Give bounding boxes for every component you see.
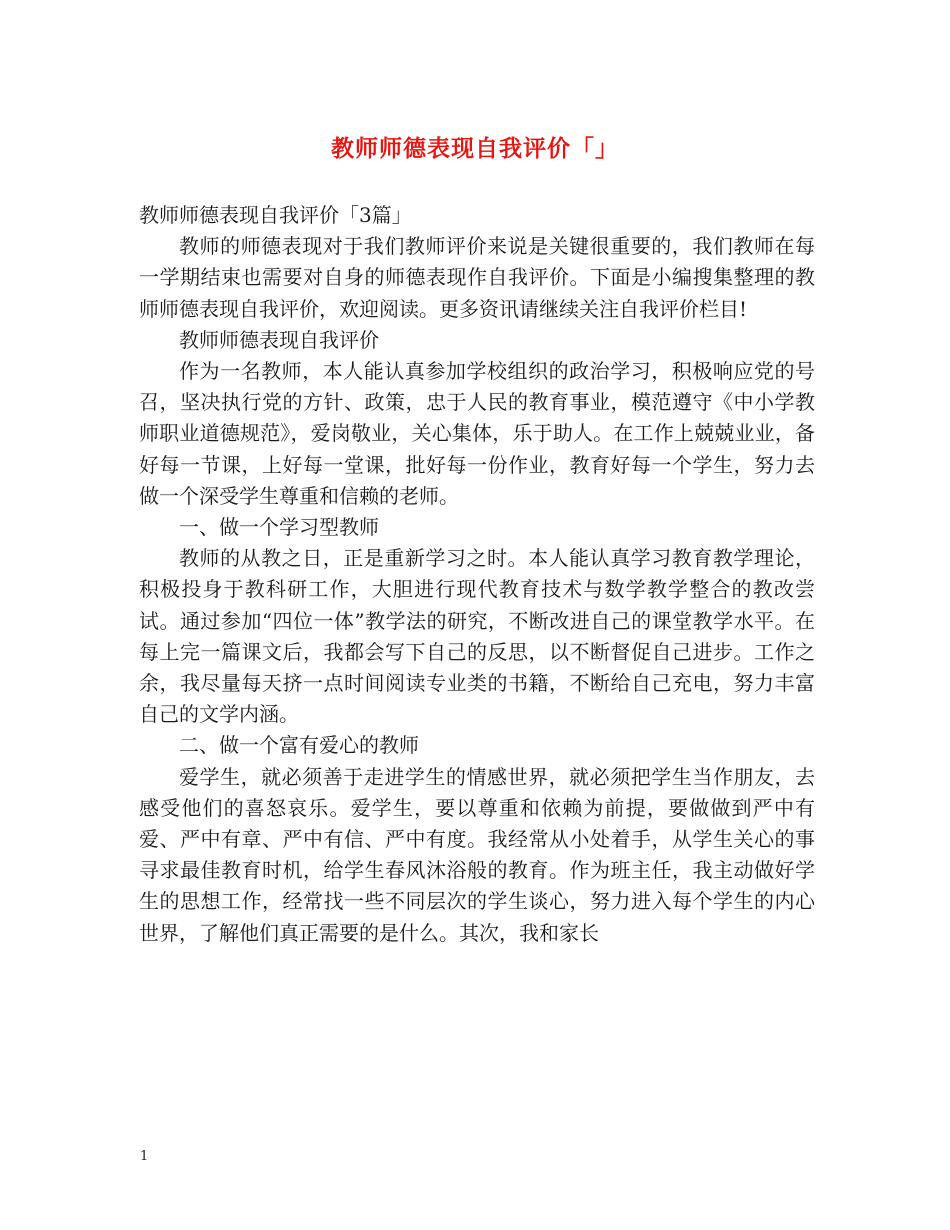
paragraph: 教师师德表现自我评价 bbox=[179, 327, 379, 352]
paragraph: 教师师德表现自我评价「3篇」 bbox=[139, 203, 412, 227]
paragraph: 爱学生，就必须善于走进学生的情感世界，就必须把学生当作朋友，去感受他们的喜怒哀乐。爱学生，要以尊重和依赖为前提，要做做到严中有爱、严中有章、严中有信、严中有度。我经常从小处着手，从学生关心的事寻求最佳教育时机，给学生春风沐浴般的教育。作为班主任，我主动做好学生的思想工作，经常找一些不同层次的学生谈心，努力进入每个学生的内心世界，了解他们真正需要的是什么。其次，我和家长 bbox=[139, 764, 815, 945]
paragraph: 教师的从教之日，正是重新学习之时。本人能认真学习教育教学理论，积极投身于教科研工作，大胆进行现代教育技术与数学教学整合的教改尝试。通过参加“四位一体”教学法的研究，不断改进自己的课堂教学水平。在每上完一篇课文后，我都会写下自己的反思，以不断督促自己进步。工作之余，我尽量每天挤一点时间阅读专业类的书籍，不断给自己充电，努力丰富自己的文学内涵。 bbox=[139, 546, 815, 727]
document-body bbox=[139, 200, 815, 949]
paragraph: 作为一名教师，本人能认真参加学校组织的政治学习，积极响应党的号召，坚决执行党的方针、政策，忠于人民的教育事业，模范遵守《中小学教师职业道德规范》，爱岗敬业，关心集体，乐于助人。在工作上兢兢业业，备好每一节课，上好每一堂课，批好每一份作业，教育好每一个学生，努力去做一个深受学生尊重和信赖的老师。 bbox=[139, 359, 815, 508]
paragraph: 一、做一个学习型教师 bbox=[179, 515, 379, 540]
paragraph: 二、做一个富有爱心的教师 bbox=[179, 733, 419, 758]
page-number: 1 bbox=[140, 1149, 149, 1164]
document-title: 教师师德表现自我评价「」 bbox=[331, 135, 619, 162]
paragraph: 教师的师德表现对于我们教师评价来说是关键很重要的，我们教师在每一学期结束也需要对自身的师德表现作自我评价。下面是小编搜集整理的教师师德表现自我评价，欢迎阅读。更多资讯请继续关注自我评价栏目! bbox=[139, 234, 815, 321]
